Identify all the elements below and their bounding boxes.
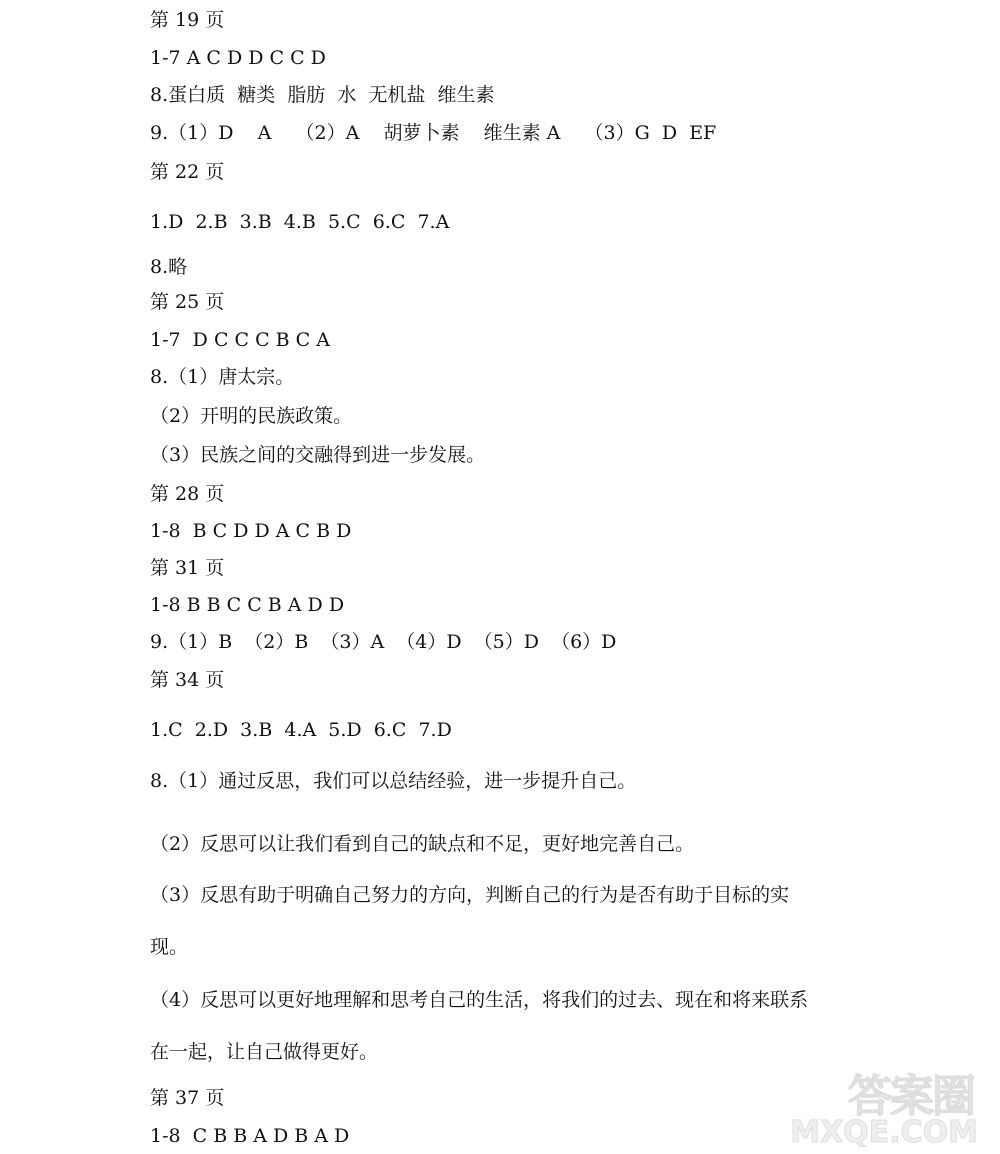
answer-line: 1-8 C B B A D B A D bbox=[150, 1125, 350, 1147]
watermark-logo bbox=[792, 1060, 982, 1150]
watermark-bottom-text: MXQE.COM bbox=[790, 1115, 978, 1150]
page-header-31: 第 31 页 bbox=[150, 557, 225, 579]
answer-line: 1-7 D C C C B C A bbox=[150, 329, 330, 351]
page-header-19: 第 19 页 bbox=[150, 9, 225, 31]
answer-line: 8.蛋白质 糖类 脂肪 水 无机盐 维生素 bbox=[150, 84, 495, 106]
answer-line: 1-8 B B C C B A D D bbox=[150, 594, 345, 616]
answer-line: 1.C 2.D 3.B 4.A 5.D 6.C 7.D bbox=[150, 719, 452, 741]
answer-line: 8.（1）通过反思，我们可以总结经验，进一步提升自己。 bbox=[150, 770, 637, 792]
answer-line: （3）反思有助于明确自己努力的方向，判断自己的行为是否有助于目标的实 bbox=[150, 884, 790, 906]
page-header-37: 第 37 页 bbox=[150, 1087, 225, 1109]
page-header-28: 第 28 页 bbox=[150, 483, 225, 505]
answer-line: 现。 bbox=[150, 936, 189, 958]
answer-line: 在一起，让自己做得更好。 bbox=[150, 1041, 379, 1063]
answer-line: （2）反思可以让我们看到自己的缺点和不足，更好地完善自己。 bbox=[150, 833, 695, 855]
answer-line: 8.（1）唐太宗。 bbox=[150, 366, 295, 388]
answer-line: 1-7 A C D D C C D bbox=[150, 47, 326, 69]
answer-line: （3）民族之间的交融得到进一步发展。 bbox=[150, 444, 486, 466]
answer-line: 1-8 B C D D A C B D bbox=[150, 520, 352, 542]
page-header-25: 第 25 页 bbox=[150, 291, 225, 313]
answer-line: 1.D 2.B 3.B 4.B 5.C 6.C 7.A bbox=[150, 211, 450, 233]
answer-line: （2）开明的民族政策。 bbox=[150, 405, 353, 427]
page-header-22: 第 22 页 bbox=[150, 161, 225, 183]
watermark-top-text: 答案圈 bbox=[848, 1071, 974, 1122]
answer-line: （4）反思可以更好地理解和思考自己的生活，将我们的过去、现在和将来联系 bbox=[150, 989, 809, 1011]
page-header-34: 第 34 页 bbox=[150, 669, 225, 691]
answer-line: 9.（1）B （2）B （3）A （4）D （5）D （6）D bbox=[150, 631, 617, 653]
answer-line: 9.（1）D A （2）A 胡萝卜素 维生素 A （3）G D EF bbox=[150, 122, 717, 144]
answer-line: 8.略 bbox=[150, 256, 188, 278]
